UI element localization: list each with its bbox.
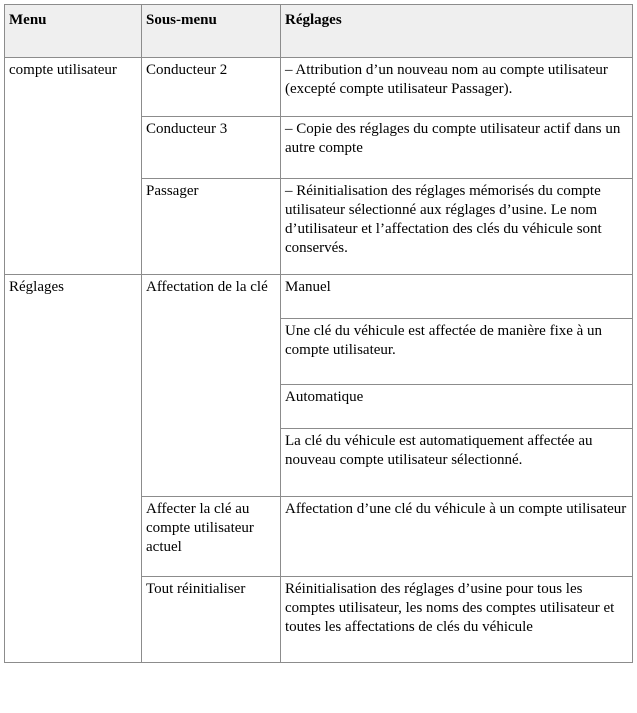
submenu-cell: Tout réinitialiser	[142, 577, 281, 663]
settings-cell: Réinitialisation des réglages d’usine pour tous les comptes utilisateur, les noms des comptes utilisateur et toutes les affectations de clés du véhicule	[281, 577, 633, 663]
settings-cell: Automatique	[281, 385, 633, 429]
settings-cell: – Attribution d’un nouveau nom au compte utilisateur (excepté compte utilisateur Passager).	[281, 58, 633, 117]
header-submenu: Sous-menu	[142, 5, 281, 58]
menu-cell: compte utilisateur	[5, 58, 142, 275]
table-header-row	[5, 5, 633, 58]
submenu-cell: Conducteur 2	[142, 58, 281, 117]
settings-cell: La clé du véhicule est automatiquement affectée au nouveau compte utilisateur sélectionné.	[281, 429, 633, 497]
table-row	[5, 275, 633, 319]
settings-cell: Une clé du véhicule est affectée de manière fixe à un compte utilisateur.	[281, 319, 633, 385]
menu-cell: Réglages	[5, 275, 142, 663]
settings-cell: – Réinitialisation des réglages mémorisés du compte utilisateur sélectionné aux réglages d’usine. Le nom d’utilisateur et l’affectation des clés du véhicule sont conservés.	[281, 179, 633, 275]
settings-cell: Manuel	[281, 275, 633, 319]
settings-table	[4, 4, 633, 663]
header-settings: Réglages	[281, 5, 633, 58]
settings-cell: Affectation d’une clé du véhicule à un compte utilisateur	[281, 497, 633, 577]
submenu-cell: Affectation de la clé	[142, 275, 281, 497]
header-menu: Menu	[5, 5, 142, 58]
submenu-cell: Passager	[142, 179, 281, 275]
settings-cell: – Copie des réglages du compte utilisateur actif dans un autre compte	[281, 117, 633, 179]
submenu-cell: Affecter la clé au compte utilisateur actuel	[142, 497, 281, 577]
submenu-cell: Conducteur 3	[142, 117, 281, 179]
table-row	[5, 58, 633, 117]
